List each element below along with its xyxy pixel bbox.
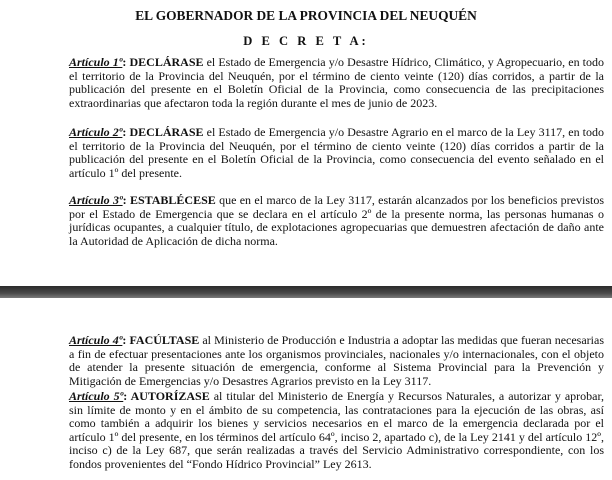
article-verb: FACÚLTASE [129,333,200,347]
article-label: Artículo 3º [69,193,123,207]
article-text: que en el marco de la Ley 3117, estarán alcanzados por los beneficios previstos por el Estado de Emergencia que se declara en el artículo 2º de la presente norma, las personas humanas o jurídicas ocupantes, a cualquier título, de explotaciones agropecuarias que demuestren afectación de daño ante la Autoridad de Aplicación de dicha norma. [69,193,605,248]
article-sep: : [122,55,130,69]
governor-title: EL GOBERNADOR DE LA PROVINCIA DEL NEUQUÉN [135,8,477,23]
page-break-divider [0,286,612,298]
article-verb: DECLÁRASE [129,55,204,69]
article-sep: : [122,193,130,207]
article-sep: : [122,333,130,347]
article-4 [69,334,604,388]
article-label: Artículo 2º [69,125,123,139]
article-label: Artículo 5º [69,389,124,403]
article-text: al titular del Ministerio de Energía y Recursos Naturales, a autorizar y aprobar, sin límite de monto y en el ámbito de su competencia, las contrataciones para la ejecución de las obras, así como también a adquirir los bienes y servicios necesarios en el marco de la emergencia declarada por el artículo 1º del presente, en los términos del artículo 64º, inciso 2, apartado c), de la Ley 2141 y del artículo 12º, inciso c) de la Ley 687, que serán realizadas a través del Servicio Administrativo correspondiente, con los fondos provenientes del “Fondo Hídrico Provincial” Ley 2613. [69,389,605,471]
article-1 [69,56,604,110]
article-verb: AUTORÍZASE [130,389,210,403]
document-page-2 [0,298,612,480]
article-verb: ESTABLÉCESE [129,193,216,207]
article-label: Artículo 4º [69,333,123,347]
article-3 [69,194,604,248]
article-text: el Estado de Emergencia y/o Desastre Agrario en el marco de la Ley 3117, en todo el territorio de la Provincia del Neuquén, por el término de ciento veinte (120) días corridos a partir de la publicación del presente en el Boletín Oficial de la Provincia, como consecuencia del evento señalado en el artículo 1º del presente. [69,125,605,180]
article-sep: : [122,125,130,139]
article-sep: : [123,389,131,403]
article-5 [69,390,604,472]
article-2 [69,126,604,180]
article-label: Artículo 1º [69,55,123,69]
decree-heading: D E C R E T A: [243,34,369,48]
article-verb: DECLÁRASE [129,125,204,139]
article-text: al Ministerio de Producción e Industria a adoptar las medidas que fueran necesarias a fin de efectuar presentaciones ante los organismos provinciales, nacionales y/o internacionales, con el objeto de atender la presente situación de emergencia, conforme al Sistema Provincial para la Prevención y Mitigación de Emergencias y/o Desastres Agrarios previsto en la Ley 3117. [69,333,604,388]
article-text: el Estado de Emergencia y/o Desastre Hídrico, Climático, y Agropecuario, en todo el territorio de la Provincia del Neuquén, por el término de ciento veinte (120) días corridos, a partir de la publicación del presente en el Boletín Oficial de la Provincia, como consecuencia de las precipitaciones extraordinarias que afectaron toda la región durante el mes de junio de 2023. [69,55,605,110]
